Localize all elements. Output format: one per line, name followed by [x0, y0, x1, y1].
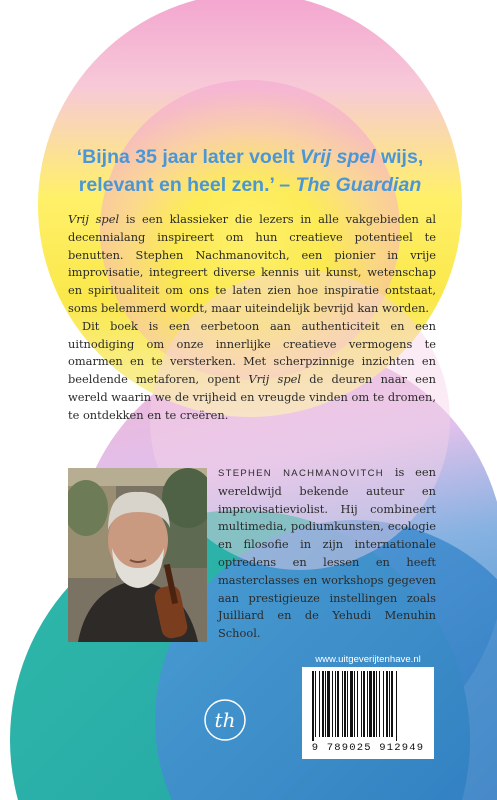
isbn-barcode [302, 667, 434, 759]
barcode-bars [310, 671, 426, 741]
review-quote [40, 143, 460, 199]
author-photo [68, 468, 207, 642]
review-source: The Guardian [295, 174, 422, 196]
book-title-italic: Vrij spel [68, 212, 120, 226]
isbn-number: 9 789025 912949 [311, 742, 425, 754]
description-paragraph-2: Dit boek is een eerbetoon aan authenticiteit en een uitnodiging om onze innerlijke creatieve vermogens te omarmen en te versterken. Met scherpzinnige inzichten en beeldende metaforen, opent Vrij spel de deuren naar een wereld waarin we de vrijheid en vreugde vinden om te dromen, te ontdekken en te creëren. [68, 318, 436, 422]
publisher-url[interactable]: www.uitgeverijtenhave.nl [315, 654, 421, 665]
publisher-logo [203, 698, 247, 742]
author-bio-text: is een wereldwijd bekende auteur en improvisatieviolist. Hij combineert multimedia, podiumkunsten, ecologie en filosofie in zijn internationale optredens en lessen en heeft masterclasses en workshops gegeven aan prestigieuze instellingen zoals Juilliard en de Yehudi Menuhin School. [218, 465, 436, 641]
book-description [68, 211, 436, 425]
book-title-italic: Vrij spel [300, 146, 376, 168]
review-quote-line-2: relevant en heel zen.’ – The Guardian [78, 174, 422, 196]
publisher-logo-text: th [214, 708, 236, 732]
description-paragraph-1: Vrij spel is een klassieker die lezers in alle vakgebieden al decennialang inspireert om hun creatieve potentieel te benutten. Stephen Nachmanovitch, een pionier in vrije improvisatie, integreert diverse kennis uit kunst, wetenschap en spiritualiteit om ons te laten zien hoe inspiratie ontstaat, soms belemmerd wordt, maar uiteindelijk bevrijd kan worden. [68, 212, 437, 315]
author-bio [218, 464, 436, 643]
review-quote-line-1: ‘Bijna 35 jaar later voelt Vrij spel wijs, [76, 146, 424, 168]
author-name: STEPHEN NACHMANOVITCH [218, 468, 384, 479]
book-title-italic: Vrij spel [248, 372, 301, 387]
